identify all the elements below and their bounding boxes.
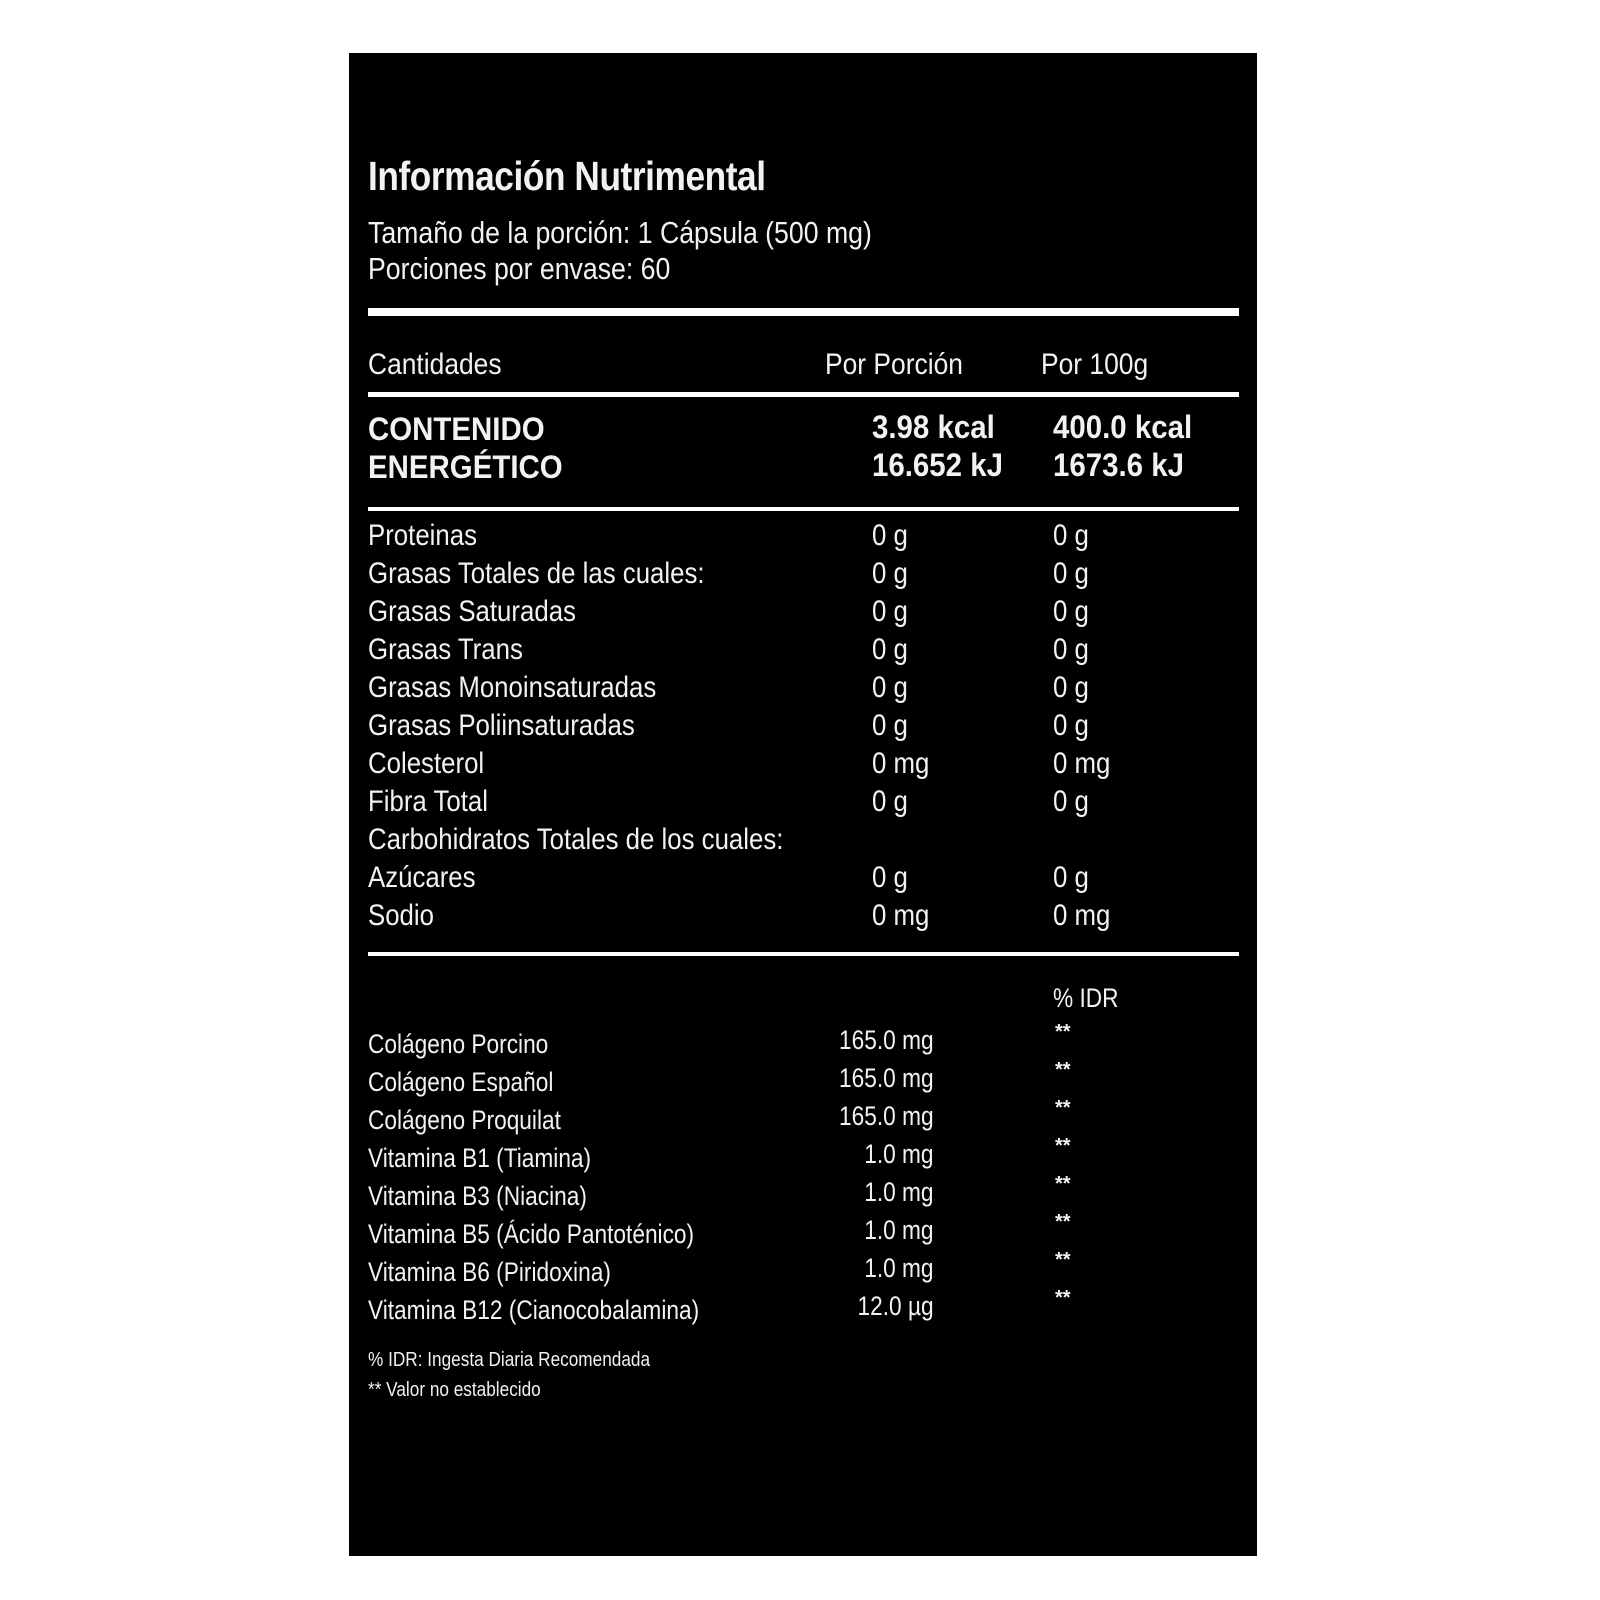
vitamin-amount: 165.0 mg <box>839 1025 934 1055</box>
vitamin-row <box>349 1021 1257 1063</box>
nutrient-per-100g: 0 mg <box>1053 899 1111 932</box>
serving-size: Tamaño de la porción: 1 Cápsula (500 mg) <box>368 215 872 250</box>
column-header-label: Cantidades <box>368 348 502 381</box>
vitamin-name: Vitamina B6 (Piridoxina) <box>368 1257 611 1287</box>
nutrient-per-100g: 0 g <box>1053 633 1089 666</box>
column-header-per-serving: Por Porción <box>825 348 963 381</box>
nutrient-row <box>349 595 1257 633</box>
header-divider <box>368 392 1239 397</box>
nutrients-divider <box>368 952 1239 956</box>
nutrient-name: Grasas Poliinsaturadas <box>368 709 635 742</box>
nutrient-per-100g: 0 g <box>1053 557 1089 590</box>
nutrient-per-100g: 0 g <box>1053 595 1089 628</box>
nutrient-name: Carbohidratos Totales de los cuales: <box>368 823 784 856</box>
energy-label-line1: CONTENIDO <box>368 411 545 447</box>
nutrient-name: Grasas Monoinsaturadas <box>368 671 657 704</box>
vitamin-row <box>349 1135 1257 1177</box>
column-header-per-100g: Por 100g <box>1041 348 1149 381</box>
nutrient-row <box>349 519 1257 557</box>
thick-divider <box>368 308 1239 316</box>
vitamin-amount: 1.0 mg <box>864 1139 934 1169</box>
vitamin-row <box>349 1249 1257 1291</box>
servings-per-container: Porciones por envase: 60 <box>368 251 671 286</box>
vitamin-idr: ** <box>1055 1059 1071 1081</box>
nutrient-row <box>349 785 1257 823</box>
energy-per-100g-kj: 1673.6 kJ <box>1053 447 1184 483</box>
vitamin-row <box>349 1059 1257 1101</box>
vitamin-amount: 1.0 mg <box>864 1215 934 1245</box>
nutrient-per-100g: 0 g <box>1053 861 1089 894</box>
nutrient-name: Colesterol <box>368 747 485 780</box>
vitamin-name: Colágeno Porcino <box>368 1029 549 1059</box>
nutrient-row <box>349 823 1257 861</box>
energy-per-serving-kcal: 3.98 kcal <box>872 409 995 445</box>
vitamin-idr: ** <box>1055 1173 1071 1195</box>
vitamin-idr: ** <box>1055 1021 1071 1043</box>
nutrient-name: Grasas Saturadas <box>368 595 576 628</box>
nutrient-per-serving: 0 g <box>872 595 908 628</box>
nutrient-row <box>349 709 1257 747</box>
vitamin-name: Vitamina B5 (Ácido Pantoténico) <box>368 1219 695 1249</box>
vitamin-row <box>349 1173 1257 1215</box>
nutrient-row <box>349 861 1257 899</box>
nutrient-per-serving: 0 g <box>872 633 908 666</box>
vitamin-name: Colágeno Español <box>368 1067 554 1097</box>
footnote-not-established: ** Valor no establecido <box>368 1379 541 1401</box>
vitamin-idr: ** <box>1055 1249 1071 1271</box>
vitamin-amount: 1.0 mg <box>864 1177 934 1207</box>
nutrient-per-serving: 0 g <box>872 785 908 818</box>
vitamin-idr: ** <box>1055 1287 1071 1309</box>
nutrient-per-serving: 0 mg <box>872 899 930 932</box>
nutrient-name: Proteinas <box>368 519 478 552</box>
vitamin-name: Colágeno Proquilat <box>368 1105 561 1135</box>
vitamin-row <box>349 1287 1257 1329</box>
nutrient-per-100g: 0 g <box>1053 671 1089 704</box>
vitamin-amount: 1.0 mg <box>864 1253 934 1283</box>
nutrient-per-100g: 0 g <box>1053 785 1089 818</box>
vitamin-name: Vitamina B3 (Niacina) <box>368 1181 587 1211</box>
nutrient-name: Grasas Trans <box>368 633 523 666</box>
nutrient-name: Grasas Totales de las cuales: <box>368 557 705 590</box>
nutrient-row <box>349 747 1257 785</box>
nutrient-per-serving: 0 g <box>872 557 908 590</box>
nutrient-name: Fibra Total <box>368 785 488 818</box>
nutrient-name: Sodio <box>368 899 434 932</box>
nutrient-per-serving: 0 g <box>872 671 908 704</box>
nutrient-per-serving: 0 g <box>872 709 908 742</box>
nutrient-per-serving: 0 mg <box>872 747 930 780</box>
vitamin-name: Vitamina B1 (Tiamina) <box>368 1143 592 1173</box>
nutrient-per-serving: 0 g <box>872 861 908 894</box>
vitamin-idr: ** <box>1055 1135 1071 1157</box>
nutrient-per-serving: 0 g <box>872 519 908 552</box>
idr-column-header: % IDR <box>1053 983 1119 1013</box>
vitamin-row <box>349 1211 1257 1253</box>
panel-title: Información Nutrimental <box>368 153 766 199</box>
nutrient-per-100g: 0 g <box>1053 519 1089 552</box>
nutrient-per-100g: 0 g <box>1053 709 1089 742</box>
energy-divider <box>368 507 1239 511</box>
nutrient-row <box>349 557 1257 595</box>
vitamin-idr: ** <box>1055 1211 1071 1233</box>
nutrient-per-100g: 0 mg <box>1053 747 1111 780</box>
vitamin-amount: 12.0 µg <box>857 1291 934 1321</box>
nutrition-facts-panel <box>349 53 1257 1556</box>
energy-label-line2: ENERGÉTICO <box>368 449 563 485</box>
vitamin-name: Vitamina B12 (Cianocobalamina) <box>368 1295 700 1325</box>
vitamin-amount: 165.0 mg <box>839 1063 934 1093</box>
vitamin-idr: ** <box>1055 1097 1071 1119</box>
nutrient-row <box>349 633 1257 671</box>
nutrient-name: Azúcares <box>368 861 476 894</box>
vitamin-amount: 165.0 mg <box>839 1101 934 1131</box>
nutrient-row <box>349 671 1257 709</box>
footnote-idr-definition: % IDR: Ingesta Diaria Recomendada <box>368 1349 651 1371</box>
vitamin-row <box>349 1097 1257 1139</box>
energy-per-serving-kj: 16.652 kJ <box>872 447 1003 483</box>
nutrient-row <box>349 899 1257 937</box>
energy-per-100g-kcal: 400.0 kcal <box>1053 409 1193 445</box>
